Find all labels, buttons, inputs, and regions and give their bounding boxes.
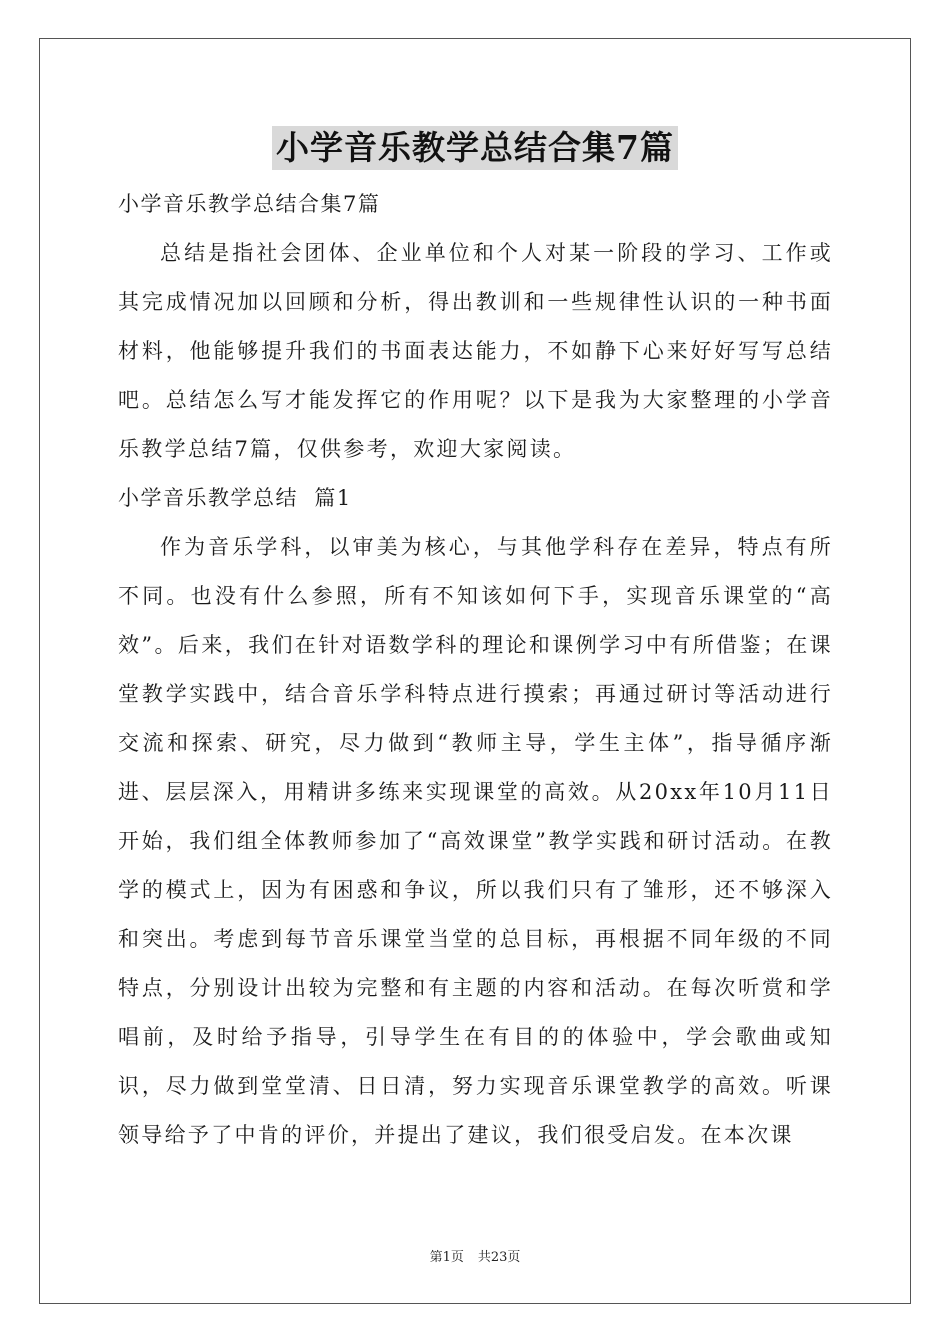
page-footer <box>0 1246 950 1265</box>
intro-paragraph: 总结是指社会团体、企业单位和个人对某一阶段的学习、工作或其完成情况加以回顾和分析，得出教训和一些规律性认识的一种书面材料，他能够提升我们的书面表达能力，不如静下心来好好写写总结吧。总结怎么写才能发挥它的作用呢？以下是我为大家整理的小学音乐教学总结7篇，仅供参考，欢迎大家阅读。 <box>118 241 833 461</box>
title-wrapper <box>0 126 950 170</box>
document-body <box>118 180 833 1160</box>
document-title: 小学音乐教学总结合集7篇 <box>272 126 678 170</box>
section-body-paragraph: 作为音乐学科，以审美为核心，与其他学科存在差异，特点有所不同。也没有什么参照，所有不知该如何下手，实现音乐课堂的“高效”。后来，我们在针对语数学科的理论和课例学习中有所借鉴；在课堂教学实践中，结合音乐学科特点进行摸索；再通过研讨等活动进行交流和探索、研究，尽力做到“教师主导，学生主体”，指导循序渐进、层层深入，用精讲多练来实现课堂的高效。从20xx年10月11日开始，我们组全体教师参加了“高效课堂”教学实践和研讨活动。在教学的模式上，因为有困惑和争议，所以我们只有了雏形，还不够深入和突出。考虑到每节音乐课堂当堂的总目标，再根据不同年级的不同特点，分别设计出较为完整和有主题的内容和活动。在每次听赏和学唱前，及时给予指导，引导学生在有目的的体验中，学会歌曲或知识，尽力做到堂堂清、日日清，努力实现音乐课堂教学的高效。听课领导给予了中肯的评价，并提出了建议，我们很受启发。在本次课 <box>118 535 833 1147</box>
page-total: 共23页 <box>477 1250 521 1265</box>
page-number: 第1页 <box>429 1250 464 1265</box>
document-subtitle: 小学音乐教学总结合集7篇 <box>118 192 381 216</box>
section-heading: 小学音乐教学总结 篇1 <box>118 486 352 510</box>
